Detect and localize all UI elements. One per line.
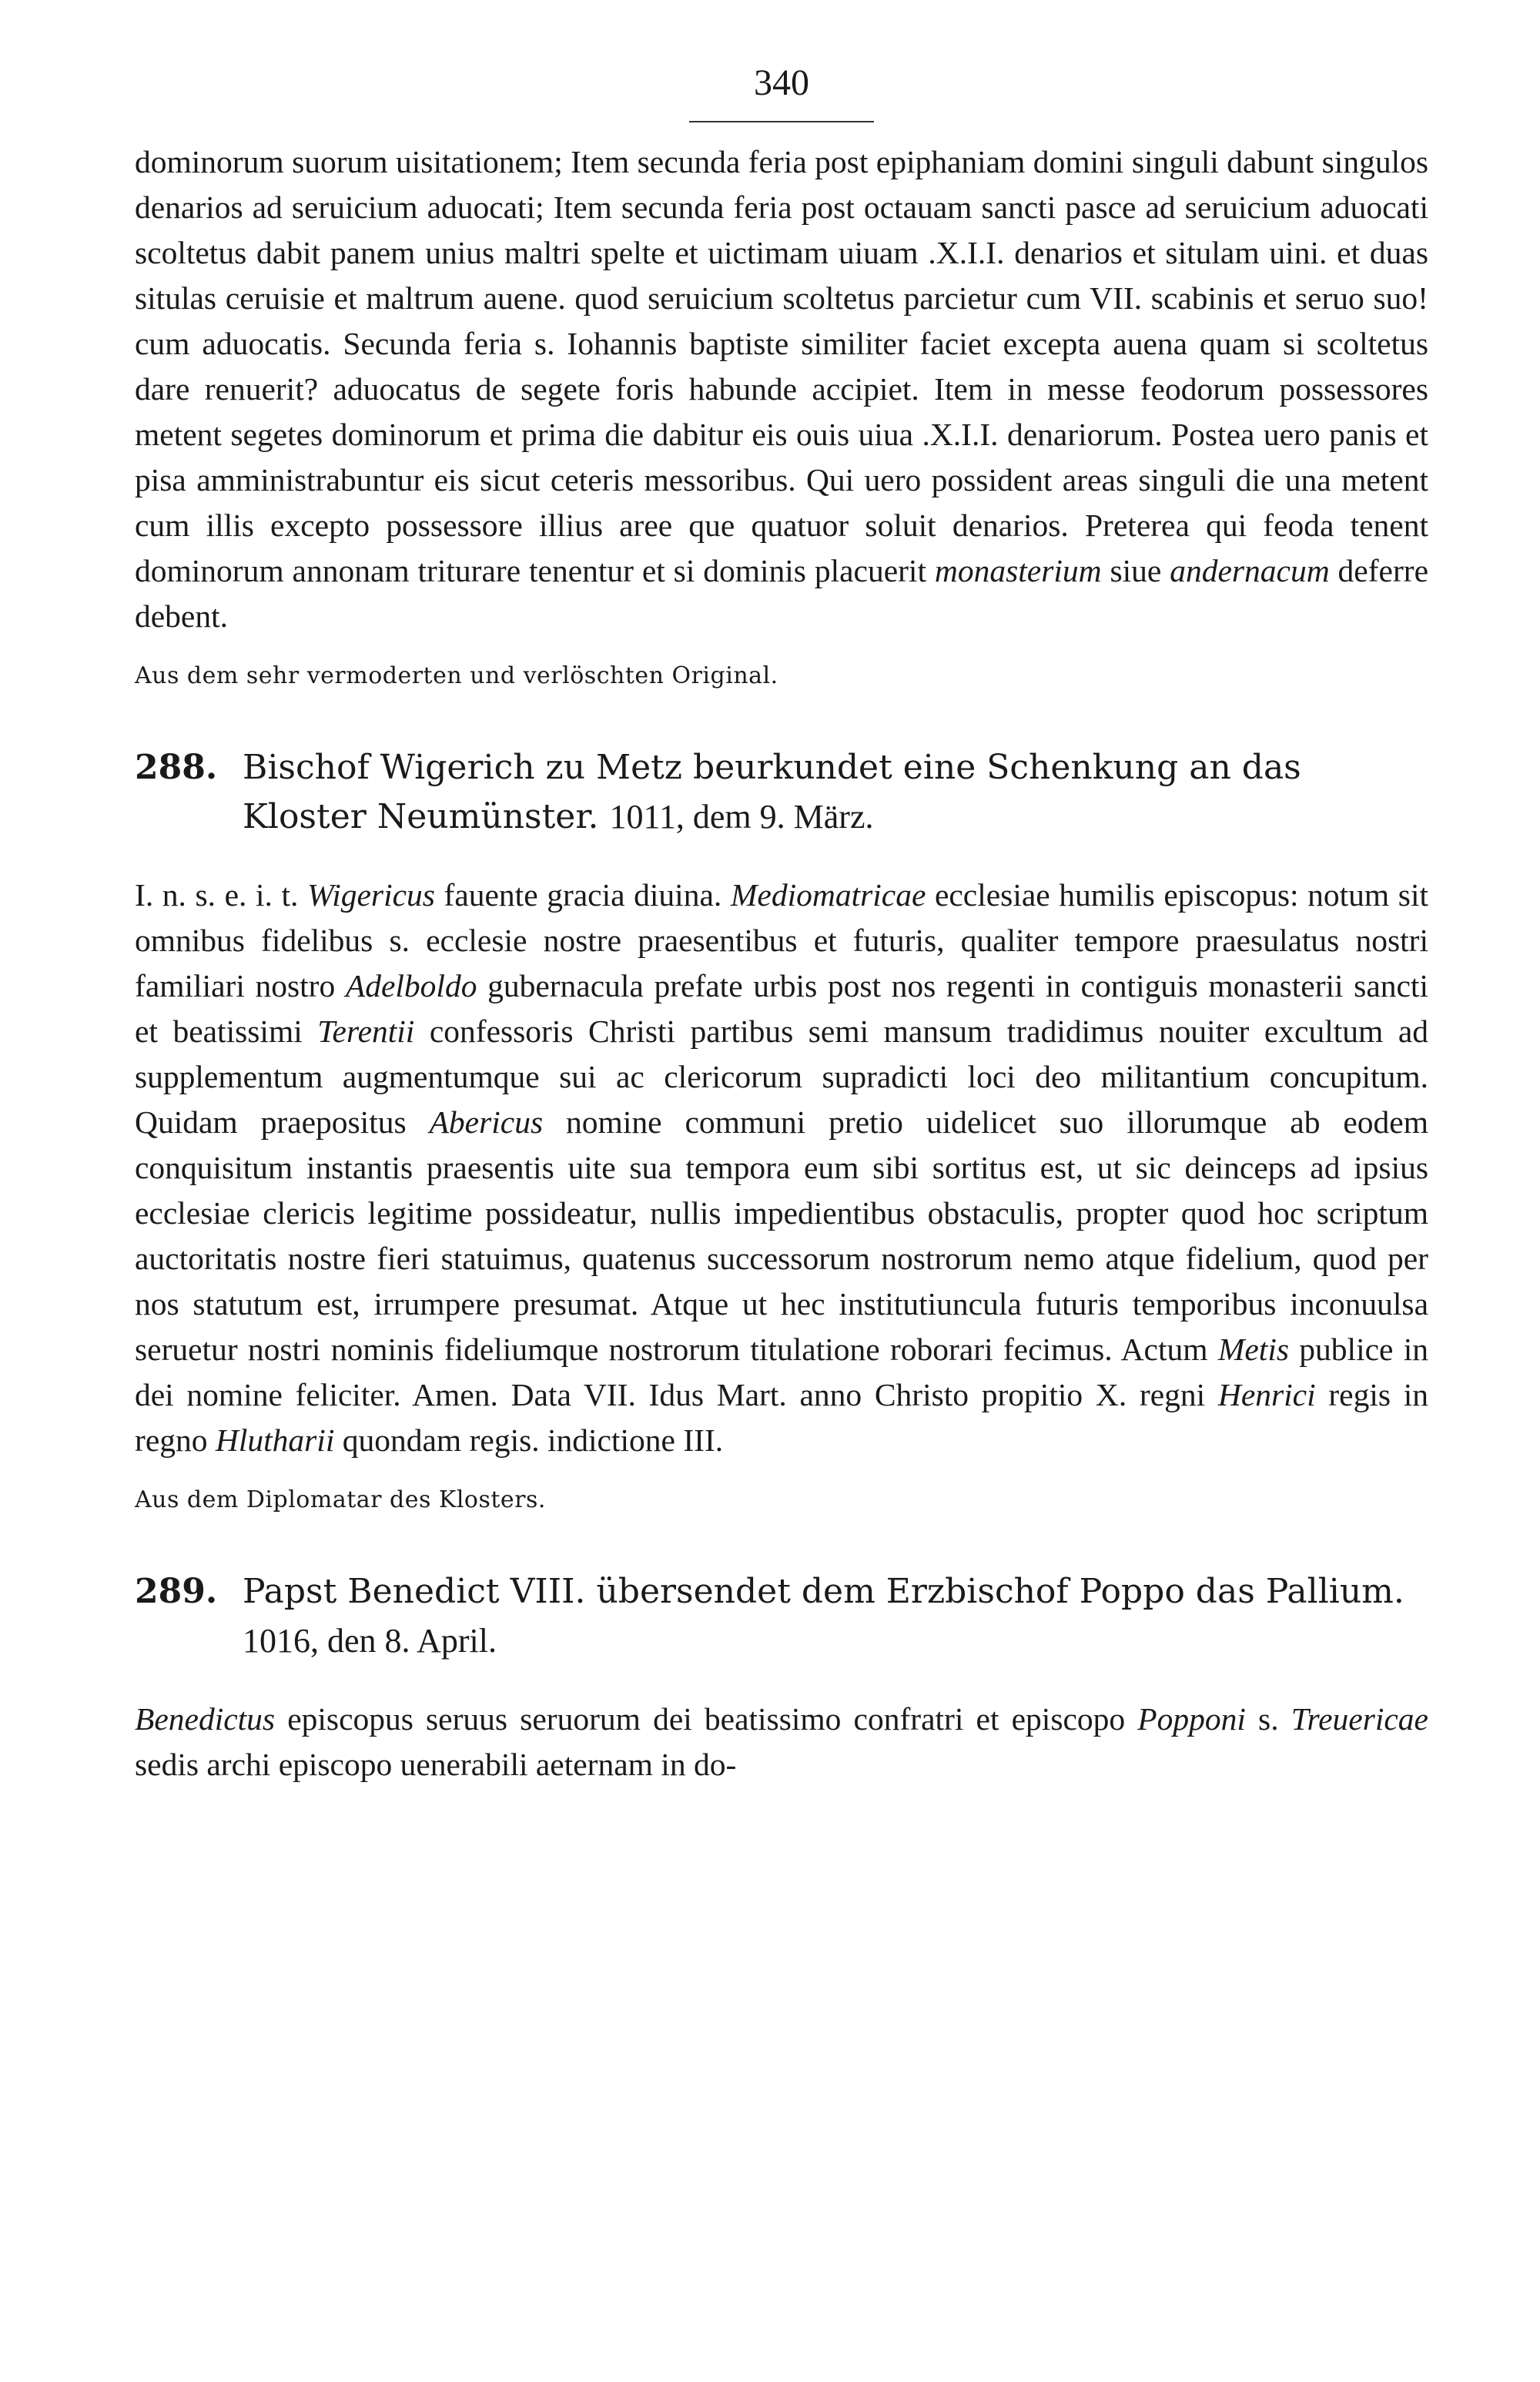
- page-number: 340: [754, 62, 809, 103]
- document-page: [135, 62, 1428, 1787]
- doc-288-text-segment: publice in dei nomine feliciter. Amen. Data VII. Idus Mart. anno Christo propitio X. regni: [135, 1332, 1428, 1412]
- doc-288-italic-segment: Terentii: [317, 1013, 415, 1049]
- page-number-rule: [689, 121, 874, 122]
- doc-289-text-segment: sedis archi episcopo uenerabili aeternam in do-: [135, 1747, 737, 1782]
- doc-288-body: [135, 873, 1428, 1463]
- doc-288-italic-segment: Adelboldo: [345, 968, 477, 1003]
- doc-288-text-segment: I. n. s. e. i. t.: [135, 877, 307, 913]
- opening-italic-andernacum: andernacum: [1170, 553, 1330, 588]
- doc-288-date: 1011, dem 9. März.: [609, 798, 874, 836]
- doc-289-number: 289.: [135, 1572, 218, 1611]
- doc-289-heading: [135, 1567, 1428, 1666]
- doc-288-italic-segment: Henrici: [1217, 1377, 1316, 1412]
- doc-288-text-segment: gubernacula prefate urbis post nos regenti in contiguis monasterii sancti et beatissimi: [135, 968, 1428, 1049]
- doc-288-text-segment: fauente gracia diuina.: [434, 877, 731, 913]
- doc-288-italic-segment: Metis: [1217, 1332, 1290, 1367]
- doc-289-date: 1016, den 8. April.: [243, 1622, 497, 1660]
- doc-288-text-segment: nomine communi pretio uidelicet suo illorumque ab eodem conquisitum instantis praesentis uite sua tempora eum sibi sortitus est, ut sic deinceps ad ipsius ecclesiae clericis legitime possideatur, nullis impedientibus obstaculis, propter quod hoc scriptum auctoritatis nostre fieri statuimus, quatenus successorum nostrorum nemo atque fidelium, quod per nos statutum est, irrumpere presumat. Atque ut hec institutiuncula futuris temporibus inconuulsa seruetur nostri nominis fideliumque nostrorum titulatione roborari fecimus. Actum: [135, 1104, 1428, 1367]
- doc-289-italic-segment: Treuericae: [1291, 1701, 1428, 1737]
- doc-288-italic-segment: Abericus: [429, 1104, 544, 1140]
- opening-mid: siue: [1101, 553, 1170, 588]
- doc-288-italic-segment: Mediomatricae: [730, 877, 926, 913]
- source-note-288-prev: Aus dem sehr vermoderten und verlöschten Original.: [135, 662, 778, 689]
- doc-289-body: [135, 1697, 1428, 1787]
- doc-288-text-segment: confessoris Christi partibus semi mansum tradidimus nouiter excultum ad supplementum augmentumque sui ac clericorum supradicti loci deo militantium concupitum. Quidam praepositus: [135, 1013, 1428, 1140]
- doc-288-italic-segment: Hlutharii: [215, 1422, 335, 1458]
- doc-288-text-segment: quondam regis. indictione III.: [334, 1422, 724, 1458]
- doc-289-text-segment: episcopus seruus seruorum dei beatissimo confratri et episcopo: [275, 1701, 1138, 1737]
- source-note-288: Aus dem Diplomatar des Klosters.: [135, 1486, 546, 1513]
- doc-289-italic-segment: Benedictus: [135, 1701, 276, 1737]
- opening-paragraph: [135, 139, 1428, 639]
- doc-288-heading: [135, 743, 1428, 842]
- doc-289-title: Papst Benedict VIII. übersendet dem Erzbischof Poppo das Pallium.: [243, 1572, 1404, 1611]
- doc-288-title: Bischof Wigerich zu Metz beurkundet eine Schenkung an das Kloster Neumünster.: [243, 748, 1301, 836]
- doc-288-text-segment: regis in regno: [135, 1377, 1428, 1458]
- opening-text: dominorum suorum uisitationem; Item secunda feria post epiphaniam domini singuli dabunt singulos denarios ad seruicium aduocati; Item secunda feria post octauam sancti pasce ad seruicium aduocati scoltetus dabit panem unius maltri spelte et uictimam uiuam .X.I.I. denarios et situlam uini. et duas situlas ceruisie et maltrum auene. quod seruicium scoltetus parcietur cum VII. scabinis et seruo suo! cum aduocatis. Secunda feria s. Iohannis baptiste similiter faciet excepta auena quam si scoltetus dare renuerit? aduocatus de segete foris habunde accipiet. Item in messe feodorum possessores metent segetes dominorum et prima die dabitur eis ouis uiua .X.I.I. denariorum. Postea uero panis et pisa amministrabuntur eis sicut ceteris messoribus. Qui uero possident areas singuli die una metent cum illis excepto possessore illius aree que quatuor soluit denarios. Preterea qui feoda tenent dominorum annonam triturare tenentur et si dominis placuerit: [135, 144, 1428, 588]
- doc-288-italic-segment: Wigericus: [306, 877, 435, 913]
- doc-288-text-segment: ecclesiae humilis episcopus: notum sit omnibus fidelibus s. ecclesie nostre praesentibus et futuris, qualiter tempore praesulatus nostri familiari nostro: [135, 877, 1428, 1003]
- doc-289-italic-segment: Popponi: [1137, 1701, 1246, 1737]
- opening-end: deferre debent.: [135, 553, 1429, 634]
- doc-288-number: 288.: [135, 748, 218, 787]
- doc-289-text-segment: s.: [1245, 1701, 1291, 1737]
- opening-italic-monasterium: monasterium: [934, 553, 1102, 588]
